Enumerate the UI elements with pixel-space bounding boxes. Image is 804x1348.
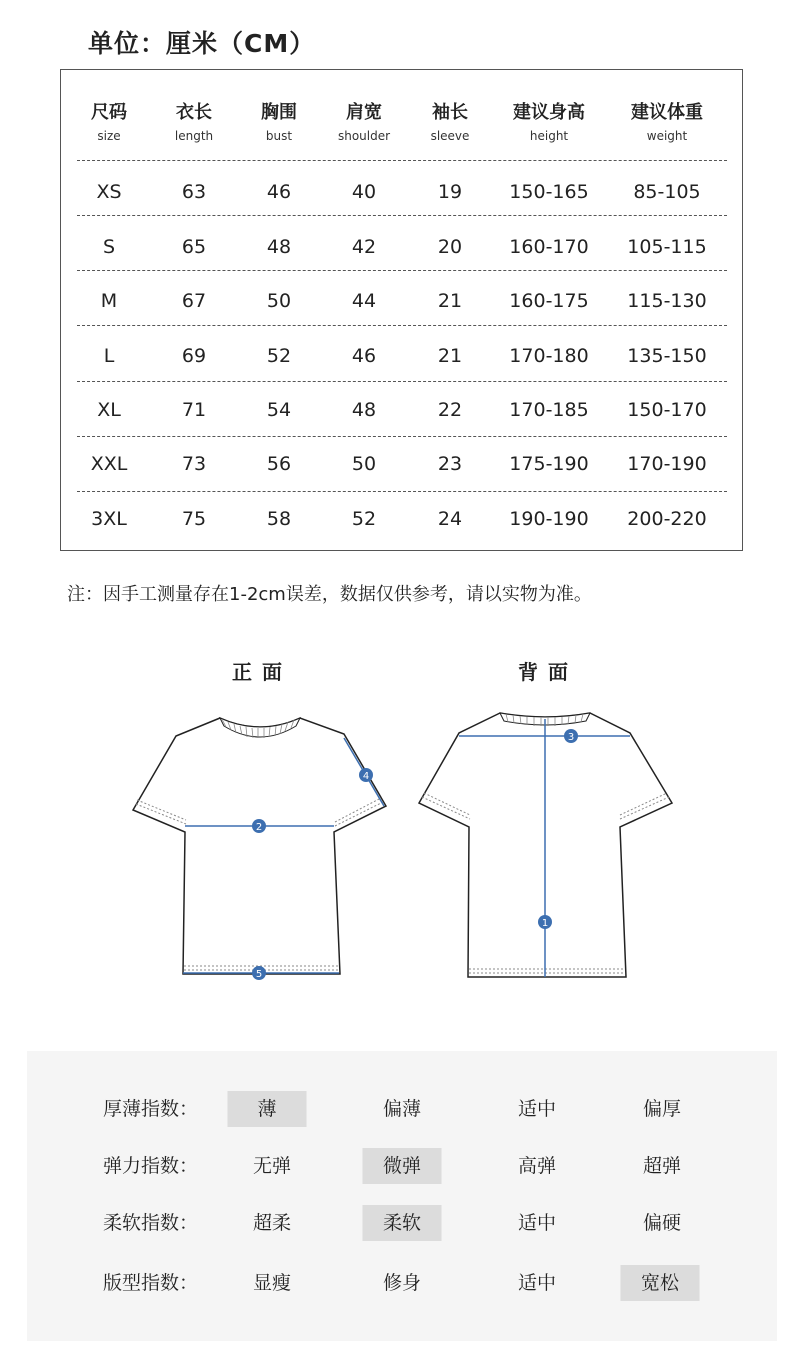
index-row-elasticity	[27, 1148, 777, 1184]
svg-text:1: 1	[541, 918, 549, 929]
index-row-fit	[27, 1265, 777, 1301]
table-row	[61, 165, 742, 219]
index-option: 无弹	[252, 1155, 291, 1177]
front-view-title: 正面	[232, 660, 292, 684]
header-size: 尺码 size	[91, 102, 127, 143]
index-option-selected: 薄	[228, 1091, 307, 1127]
cell-bust: 58	[266, 508, 292, 530]
measurement-note: 注：因手工测量存在1-2cm误差，数据仅供参考，请以实物为准。	[67, 584, 592, 605]
cell-height: 170-185	[509, 399, 589, 421]
fabric-index-panel	[27, 1051, 777, 1341]
table-row	[61, 383, 742, 437]
cell-size: XXL	[90, 453, 128, 475]
cell-length: 69	[181, 345, 207, 367]
index-row-softness	[27, 1205, 777, 1241]
table-header	[61, 98, 742, 158]
svg-text:3: 3	[567, 732, 575, 743]
index-label: 版型指数：	[103, 1272, 199, 1294]
index-option: 修身	[382, 1272, 421, 1294]
index-option-selected: 微弹	[363, 1148, 442, 1184]
index-option-selected: 柔软	[363, 1205, 442, 1241]
marker-1	[538, 915, 552, 929]
index-option: 高弹	[517, 1155, 556, 1177]
cell-height: 160-170	[509, 236, 589, 258]
cell-sleeve: 22	[437, 399, 463, 421]
cell-size: XL	[97, 399, 121, 421]
cell-length: 75	[181, 508, 207, 530]
cell-weight: 115-130	[627, 290, 707, 312]
cell-bust: 52	[266, 345, 292, 367]
cell-shoulder: 46	[351, 345, 377, 367]
svg-text:2: 2	[255, 822, 263, 833]
index-row-thickness	[27, 1091, 777, 1127]
index-option: 偏薄	[382, 1098, 421, 1120]
index-option: 超柔	[252, 1212, 291, 1234]
table-row	[61, 274, 742, 328]
cell-height: 160-175	[509, 290, 589, 312]
cell-size: M	[100, 290, 118, 312]
table-row	[61, 329, 742, 383]
index-option: 显瘦	[252, 1272, 291, 1294]
marker-2	[252, 819, 266, 833]
index-option: 超弹	[642, 1155, 681, 1177]
header-bust: 胸围 bust	[261, 102, 297, 143]
back-shirt-diagram	[414, 705, 676, 990]
cell-size: L	[103, 345, 115, 367]
header-height: 建议身高 height	[513, 102, 585, 143]
svg-text:4: 4	[362, 771, 370, 782]
cell-size: S	[102, 236, 116, 258]
cell-weight: 105-115	[627, 236, 707, 258]
marker-3	[564, 729, 578, 743]
cell-bust: 54	[266, 399, 292, 421]
cell-weight: 135-150	[627, 345, 707, 367]
index-option-selected: 宽松	[621, 1265, 700, 1301]
back-view-title: 背面	[518, 660, 578, 684]
cell-length: 73	[181, 453, 207, 475]
size-table	[60, 69, 743, 551]
front-shirt-outline	[133, 718, 386, 974]
cell-height: 150-165	[509, 181, 589, 203]
marker-5	[252, 966, 266, 980]
cell-size: XS	[96, 181, 122, 203]
cell-shoulder: 52	[351, 508, 377, 530]
cell-sleeve: 21	[437, 290, 463, 312]
front-shirt-diagram	[128, 708, 393, 993]
cell-length: 71	[181, 399, 207, 421]
index-option: 适中	[517, 1272, 556, 1294]
cell-bust: 56	[266, 453, 292, 475]
table-row	[61, 437, 742, 491]
cell-bust: 46	[266, 181, 292, 203]
index-option: 适中	[517, 1098, 556, 1120]
cell-shoulder: 48	[351, 399, 377, 421]
index-option: 适中	[517, 1212, 556, 1234]
cell-height: 170-180	[509, 345, 589, 367]
index-label: 厚薄指数：	[103, 1098, 199, 1120]
marker-4	[359, 768, 373, 782]
index-label: 柔软指数：	[103, 1212, 199, 1234]
index-label: 弹力指数：	[103, 1155, 199, 1177]
cell-shoulder: 40	[351, 181, 377, 203]
cell-sleeve: 19	[437, 181, 463, 203]
index-option: 偏厚	[642, 1098, 681, 1120]
cell-weight: 200-220	[627, 508, 707, 530]
table-row	[61, 220, 742, 274]
cell-weight: 170-190	[627, 453, 707, 475]
cell-length: 67	[181, 290, 207, 312]
cell-height: 175-190	[509, 453, 589, 475]
cell-sleeve: 23	[437, 453, 463, 475]
cell-sleeve: 24	[437, 508, 463, 530]
cell-shoulder: 44	[351, 290, 377, 312]
cell-size: 3XL	[91, 508, 127, 530]
row-divider	[77, 160, 727, 161]
cell-shoulder: 50	[351, 453, 377, 475]
cell-sleeve: 20	[437, 236, 463, 258]
cell-length: 63	[181, 181, 207, 203]
svg-text:5: 5	[255, 969, 263, 980]
cell-height: 190-190	[509, 508, 589, 530]
header-shoulder: 肩宽 shoulder	[337, 102, 391, 143]
cell-length: 65	[181, 236, 207, 258]
cell-shoulder: 42	[351, 236, 377, 258]
cell-weight: 85-105	[633, 181, 701, 203]
cell-weight: 150-170	[627, 399, 707, 421]
cell-bust: 48	[266, 236, 292, 258]
index-option: 偏硬	[642, 1212, 681, 1234]
table-row	[61, 492, 742, 546]
unit-label: 单位：厘米（CM）	[88, 29, 316, 58]
cell-sleeve: 21	[437, 345, 463, 367]
header-sleeve: 袖长 sleeve	[430, 102, 470, 143]
cell-bust: 50	[266, 290, 292, 312]
header-weight: 建议体重 weight	[631, 102, 703, 143]
header-length: 衣长 length	[174, 102, 214, 143]
